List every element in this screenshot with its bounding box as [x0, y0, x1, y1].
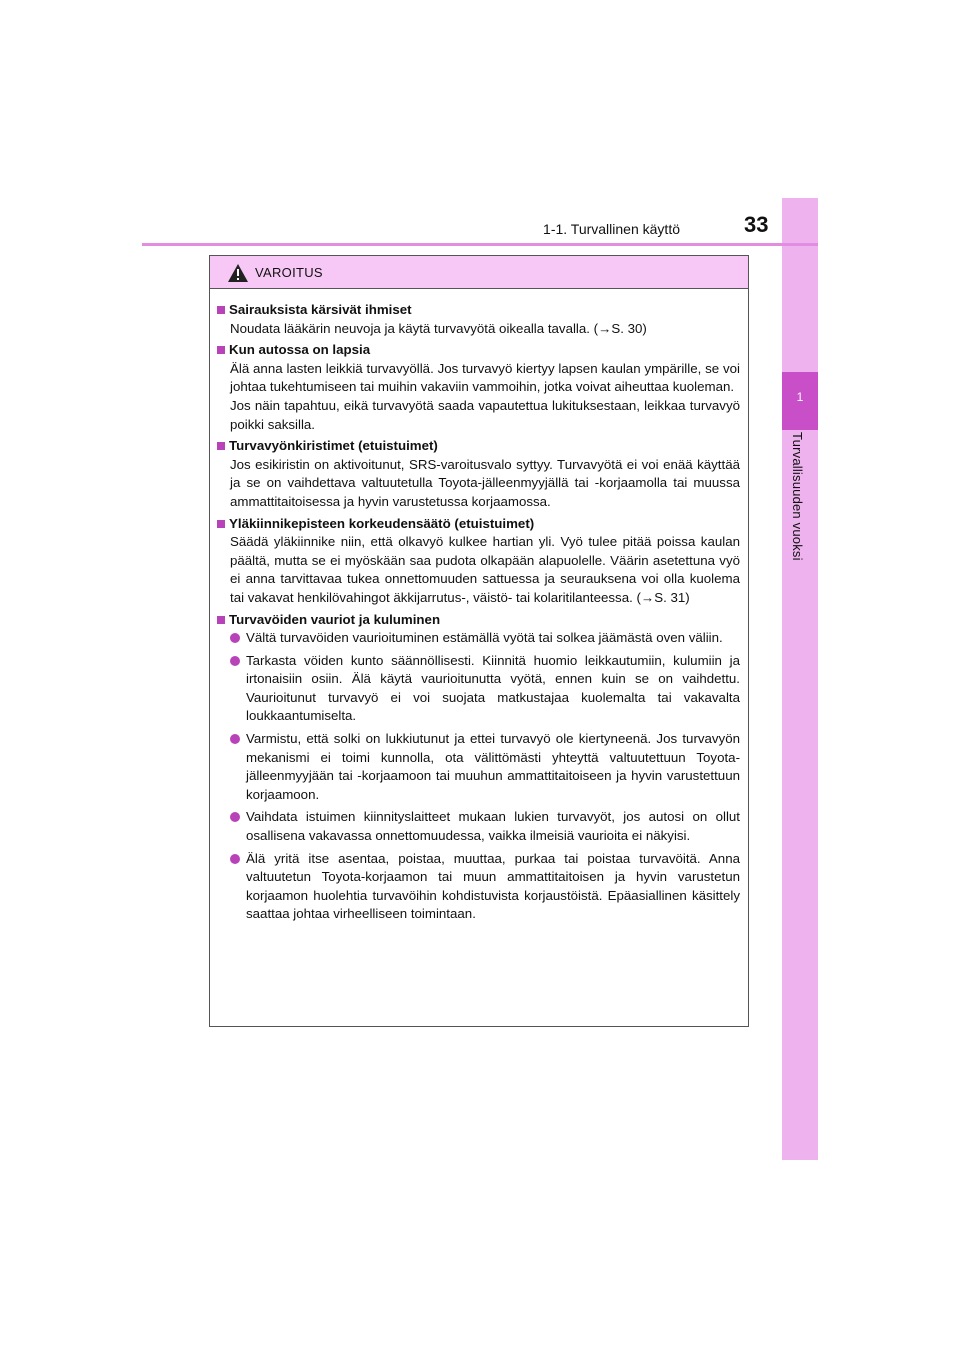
section-heading: Sairauksista kärsivät ihmiset: [229, 302, 412, 317]
list-item: [217, 652, 740, 726]
section-anchor-height: [217, 515, 740, 608]
section-heading: Turvavyönkiristimet (etuistuimet): [229, 438, 438, 454]
square-bullet-icon: [217, 520, 225, 528]
square-bullet-icon: [217, 616, 225, 624]
warning-body: [210, 289, 748, 924]
section-title: 1-1. Turvallinen käyttö: [543, 221, 680, 237]
header-divider: [142, 243, 818, 246]
paragraph: Älä anna lasten leikkiä turvavyöllä. Jos turvavyö kiertyy lapsen kaulan ympärille, se voi johtaa tukehtumiseen tai muihin vakaviin vammoihin, jotka voivat aiheuttaa kuoleman.: [230, 360, 740, 395]
section-pretensioners: [217, 437, 740, 511]
section-heading: Turvavöiden vauriot ja kuluminen: [229, 611, 441, 627]
list-item: [217, 730, 740, 804]
list-item-text: Varmistu, että solki on lukkiutunut ja ettei turvavyö ole kiertyneenä. Jos turvavyön mekanismi ei toimi kunnolla, ota välittömästi yhteyttä valtuutettuun Toyota-jälleenmyyjään tai -korjaamoon tai muuhun ammattitaitoiseen ja hyvin varustettuun korjaamoon.: [246, 731, 740, 802]
square-bullet-icon: [217, 442, 225, 450]
section-belt-damage: [217, 611, 740, 925]
section-heading: Yläkiinnikepisteen korkeudensäätö (etuistuimet): [229, 515, 535, 531]
circle-bullet-icon: [230, 734, 240, 744]
chapter-title: Turvallisuuden vuoksi: [790, 432, 805, 561]
section-children: [217, 341, 740, 434]
circle-bullet-icon: [230, 812, 240, 822]
chapter-number: 1: [796, 390, 804, 404]
chapter-side-tab: [782, 198, 818, 1160]
paragraph: Jos esikiristin on aktivoitunut, SRS-varoitusvalo syttyy. Turvavyötä ei voi enää käyttää ja se on vaihdettava valtuutetulla Toyota-jälleenmyyjällä tai -korjaamolla tai muussa ammattitaitoisessa ja hyvin varustetussa korjaamossa.: [230, 456, 740, 509]
warning-header: [210, 256, 748, 289]
page-number: 33: [744, 212, 769, 237]
list-item-text: Älä yritä itse asentaa, poistaa, muuttaa, purkaa tai poistaa turvavöitä. Anna valtuutetun Toyota-korjaamon tai muun ammattitaitoisen ja hyvin varustetun korjaamon huolehtia turvavöihin kohdistuvista korjaustöistä. Epäasiallinen käsittely saattaa johtaa virheelliseen toimintaan.: [246, 850, 740, 922]
circle-bullet-icon: [230, 633, 240, 643]
circle-bullet-icon: [230, 854, 240, 864]
square-bullet-icon: [217, 306, 225, 314]
warning-triangle-icon: [227, 263, 249, 283]
list-item: [217, 629, 740, 648]
list-item-text: Tarkasta vöiden kunto säännöllisesti. Kiinnitä huomio leikkautumiin, kulumiin ja irtonaisiin osiin. Älä käytä vaurioitunutta vyötä, ennen kuin se on vaihdettu. Vaurioitunut turvavyö ei voi suojata matkustajaa kuolemalta tai vakavalta loukkaantumiselta.: [246, 652, 740, 724]
paragraph: Noudata lääkärin neuvoja ja käytä turvavyötä oikealla tavalla. (→S. 30): [230, 320, 647, 336]
paragraph: Jos näin tapahtuu, eikä turvavyötä saada vapautettua lukituksestaan, leikkaa turvavyö poikki saksilla.: [230, 397, 740, 432]
list-item: [217, 808, 740, 845]
list-item-text: Vaihdata istuimen kiinnityslaitteet mukaan lukien turvavyöt, jos autosi on ollut osallisena vakavassa onnettomuudessa, vaikka ilmeisiä vaurioita ei näkyisi.: [246, 809, 740, 844]
circle-bullet-icon: [230, 656, 240, 666]
warning-box: [209, 255, 749, 1027]
list-item-text: Vältä turvavöiden vaurioituminen estämällä vyötä tai solkea jäämästä oven väliin.: [246, 630, 723, 646]
section-medical: [217, 301, 740, 338]
warning-label: VAROITUS: [255, 264, 323, 280]
section-heading: Kun autossa on lapsia: [229, 342, 371, 358]
square-bullet-icon: [217, 346, 225, 354]
list-item: [217, 850, 740, 924]
paragraph: Säädä yläkiinnike niin, että olkavyö kulkee hartian yli. Vyö tulee pitää poissa kaulan päältä, mutta se ei myöskään saa pudota olkapään alapuolelle. Väärin asetettuna vyö ei anna tarvittavaa tukea onnettomuuden sattuessa ja seurauksena voi olla kuolema tai vakavat henkilövahingot äkkijarrutus-, väistö- tai kolaritilanteessa. (→S. 31): [230, 534, 740, 605]
